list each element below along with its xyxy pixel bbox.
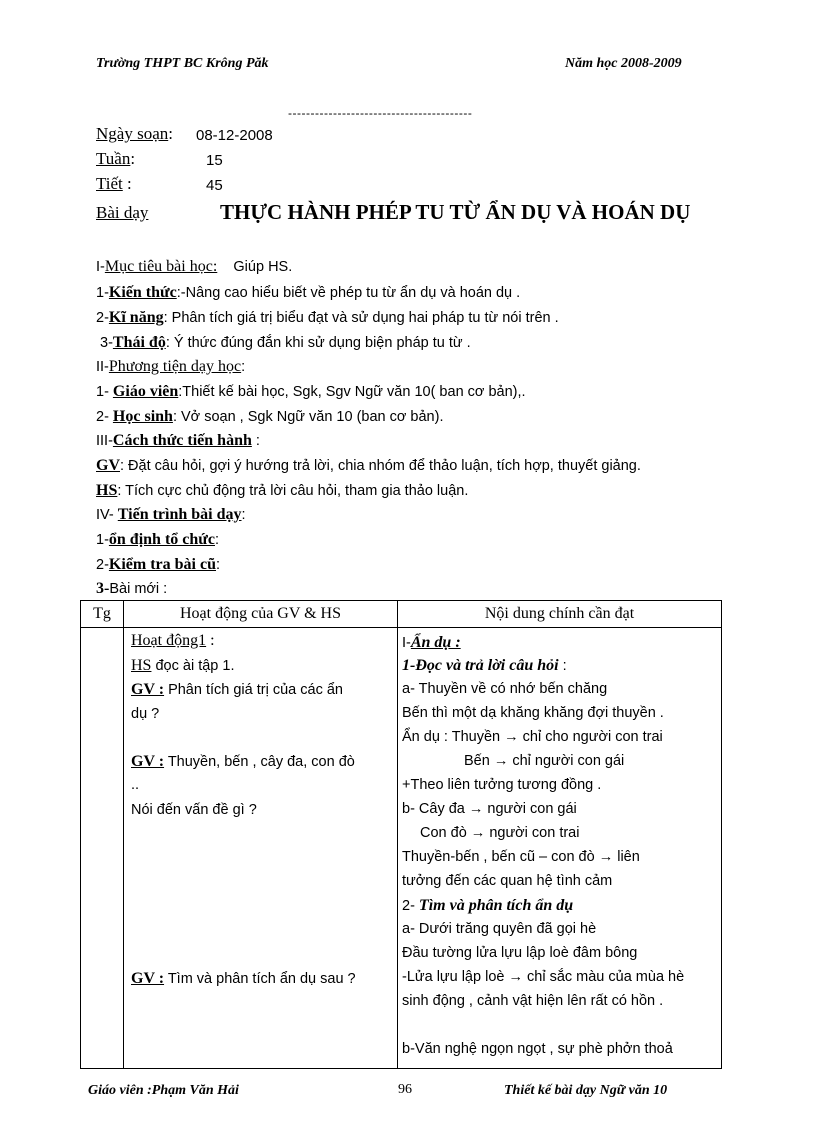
- footer-book: Thiết kế bài dạy Ngữ văn 10: [504, 1083, 668, 1098]
- content-line: a- Thuyền về có nhớ bến chăng: [402, 681, 608, 697]
- lesson-table: [80, 600, 722, 1069]
- content-line: Con đò → người con trai: [420, 825, 580, 841]
- activity-line: HS đọc ài tập 1.: [131, 657, 235, 674]
- header-activity: Hoạt động của GV & HS: [124, 601, 398, 628]
- activity-cell: [124, 628, 398, 1069]
- procedure-organize: 1-ổn định tổ chức:: [96, 531, 220, 548]
- section-materials: II-Phương tiện dạy học:: [96, 358, 246, 375]
- content-cell: [398, 628, 722, 1069]
- content-heading: I-Ẩn dụ :: [402, 634, 461, 651]
- page-number: 96: [398, 1082, 412, 1097]
- objective-attitude: 3-Thái độ: Ý thức đúng đắn khi sử dụng biện pháp tu từ .: [100, 334, 471, 351]
- content-subheading: 2- Tìm và phân tích ẩn dụ: [402, 897, 574, 914]
- activity-line: GV : Phân tích giá trị của các ẩn: [131, 681, 343, 698]
- activity-line: GV : Thuyền, bến , cây đa, con đò: [131, 753, 355, 770]
- objective-skills: 2-Kĩ năng: Phân tích giá trị biểu đạt và sử dụng hai pháp tu từ nói trên .: [96, 309, 559, 326]
- content-line: Ẩn dụ : Thuyền → chỉ cho người con trai: [402, 729, 663, 745]
- content-line: b-Văn nghệ ngọn ngọt , sự phè phởn thoả: [402, 1041, 673, 1057]
- activity-line: GV : Tìm và phân tích ẩn dụ sau ?: [131, 970, 356, 987]
- method-student: HS: Tích cực chủ động trả lời câu hỏi, tham gia thảo luận.: [96, 482, 469, 499]
- content-line: -Lửa lựu lập loè → chỉ sắc màu của mùa hè: [402, 969, 685, 985]
- materials-teacher: 1- Giáo viên:Thiết kế bài học, Sgk, Sgv Ngữ văn 10( ban cơ bản),.: [96, 383, 526, 400]
- content-line: sinh động , cảnh vật hiện lên rất có hồn .: [402, 993, 664, 1009]
- table-header-row: [81, 601, 722, 628]
- activity-heading: Hoạt động1 :: [131, 632, 215, 649]
- procedure-check: 2-Kiểm tra bài cũ:: [96, 556, 221, 573]
- period-value: 45: [206, 177, 223, 194]
- divider-line: -----------------------------------------: [288, 106, 473, 120]
- content-subheading: 1-Đọc và trả lời câu hỏi :: [402, 657, 567, 674]
- section-objectives: I-Mục tiêu bài học: Giúp HS.: [96, 258, 293, 275]
- objective-knowledge: 1-Kiến thức:-Nâng cao hiểu biết về phép tu từ ẩn dụ và hoán dụ .: [96, 284, 521, 301]
- section-methods: III-Cách thức tiến hành :: [96, 432, 260, 449]
- content-line: tưởng đến các quan hệ tình cảm: [402, 873, 613, 889]
- activity-line: Nói đến vấn đề gì ?: [131, 802, 257, 818]
- table-row: [81, 628, 722, 1069]
- week-label: Tuần:: [96, 149, 136, 168]
- section-procedure: IV- Tiến trình bài dạy:: [96, 506, 246, 523]
- date-value: 08-12-2008: [196, 127, 273, 144]
- lesson-label: Bài dạy: [96, 203, 149, 222]
- activity-line: dụ ?: [131, 706, 160, 722]
- school-year: Năm học 2008-2009: [565, 56, 682, 71]
- activity-line: ..: [131, 777, 140, 793]
- content-line: b- Cây đa → người con gái: [402, 801, 577, 817]
- procedure-new-lesson: 3-Bài mới :: [96, 580, 168, 597]
- lesson-title: THỰC HÀNH PHÉP TU TỪ ẨN DỤ VÀ HOÁN DỤ: [220, 200, 691, 224]
- date-label: Ngày soạn:: [96, 124, 173, 143]
- week-value: 15: [206, 152, 223, 169]
- content-line: a- Dưới trăng quyên đã gọi hè: [402, 921, 597, 937]
- period-label: Tiết :: [96, 174, 132, 193]
- school-name: Trường THPT BC Krông Păk: [96, 56, 269, 71]
- time-cell: [81, 628, 124, 1069]
- header-time: Tg: [81, 601, 124, 628]
- footer-teacher: Giáo viên :Phạm Văn Hải: [88, 1083, 239, 1098]
- content-line: Bến thì một dạ khăng khăng đợi thuyền .: [402, 705, 664, 721]
- content-line: +Theo liên tưởng tương đồng .: [402, 777, 602, 793]
- content-line: Bến → chỉ người con gái: [464, 753, 625, 769]
- content-line: Thuyền-bến , bến cũ – con đò → liên: [402, 849, 640, 865]
- header-content: Nội dung chính cần đạt: [398, 601, 722, 628]
- content-line: Đầu tường lửa lựu lập loè đâm bông: [402, 945, 638, 961]
- materials-student: 2- Học sinh: Vở soạn , Sgk Ngữ văn 10 (ban cơ bản).: [96, 408, 444, 425]
- method-teacher: GV: Đặt câu hỏi, gợi ý hướng trả lời, chia nhóm để thảo luận, tích hợp, thuyết giảng.: [96, 457, 641, 474]
